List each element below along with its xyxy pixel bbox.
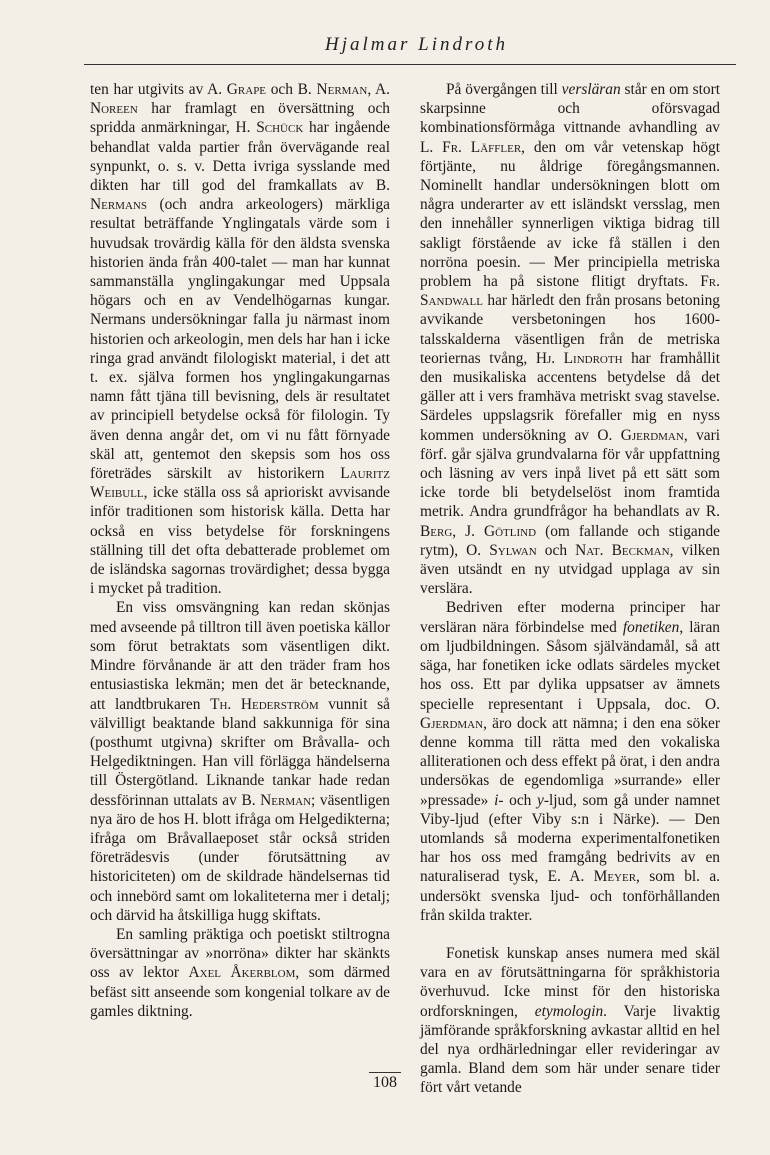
page-number-rule [369, 1072, 401, 1073]
text: . Varje livaktig jämförande språkforskning avkastar alltid en hel del nya ordhärledningar eller revideringar av gamla. Bland dem som här under senare tider fört vårt vetande [420, 1002, 721, 1097]
person-name: Nerman [316, 81, 368, 98]
text: , läran om ljudbildningen. Såsom självändamål, så att säga, har fonetiken icke odlats särdeles mycket hos oss. Ett par dylika uppsatser av ämnets specielle representant i Uppsala, doc. O. [420, 618, 720, 713]
text: vunnit så välvilligt beaktande bland sakkunniga för sina (posthumt utgivna) skrifter om Bråvalla- och Helgediktningen. Han vill förlägga händelserna till Östergötland. Liknande tankar hade redan dessförinnan uttalats av B. [90, 695, 390, 809]
paragraph [90, 925, 390, 1021]
text: En samling präktiga och poetiskt stiltrogna översättningar av »norröna» dikter har skänkts oss av lektor [90, 925, 390, 982]
text: , den om vår vetenskap högt förtjänte, nu åldrige föregångsmannen. Nominellt handlar undersökningen blott om några underarter av ett isländskt versslag, men den innehåller synnerligen viktiga bidrag till sakligt förstående av icke få ställen i den norröna poesin. — Mer principiella metriska problem ha på sistone flitigt dryftats. [420, 138, 720, 291]
person-name: Axel Åkerblom [188, 964, 296, 982]
paragraph [90, 598, 390, 924]
text: och [503, 791, 538, 809]
text: , som därmed befäst sitt anseende som kongenial tolkare av de gamles diktning. [90, 964, 390, 1020]
text: , icke ställa oss så aprioriskt avvisande inför traditionen som historisk källa. Detta har också en viss betydelse för forskningens ställning till det ofta debatterade problemet om de isländska sagornas trovärdighet; dessa bygga i mycket på tradition. [90, 484, 390, 598]
text: har framhållit den musikaliska accentens betydelse då det gäller att i vers framhäva metriskt svag stavelse. Särdeles uppslagsrik förefaller mig en nyss kommen undersökning av O. [420, 349, 720, 444]
paragraph [420, 598, 720, 924]
left-column [90, 80, 390, 1021]
person-name: Berg [420, 522, 453, 540]
text: (om fallande och stigande rytm), O. [420, 522, 720, 559]
text: och [536, 541, 576, 559]
text: och B. [266, 81, 317, 98]
person-name: Fr. Läffler [442, 138, 522, 156]
text: , A. [367, 81, 390, 98]
person-name: Meyer [593, 868, 637, 886]
header-title: Hjalmar Lindroth [325, 34, 508, 55]
person-name: Nat. Beckman [575, 541, 670, 559]
text: , som bl. a. undersökt svenska ljud- och tonförhållanden från skilda trakter. [420, 868, 721, 924]
person-name: Gjerdman [420, 714, 484, 732]
text: Fonetisk kunskap anses numera med skäl vara en av förutsättningarna för språkhistoria överhuvud. Icke minst för den historiska ordforskningen, [420, 944, 720, 1020]
text: ten har utgivits av A. [90, 81, 227, 98]
person-name: Sylwan [489, 541, 537, 559]
text: har ingående behandlat valda partier från övervägande real synpunkt, o. s. v. Detta ivriga sysslande med dikten har till god del framkallats av B. [90, 119, 390, 195]
italic-term: etymologin [534, 1002, 604, 1020]
paragraph [420, 80, 720, 598]
text: Bedriven efter moderna principer har versläran nära förbindelse med [420, 599, 720, 636]
text: -ljud, som gå under namnet Viby-ljud (efter Viby s:n i Närke). — Den utomlands så moderna experimentalfonetiken har hos oss med framgång bedrivits av en naturaliserad tysk, E. A. [420, 791, 720, 886]
text: (och andra arkeologers) märkliga resultat beträffande Ynglingatals värde som i huvudsak trovärdig källa för den äldsta svenska historien ända från 400-talet — man har kunnat sammanställa ynglingakungar med Uppsala högars och en av Vendelhögarnas kungar. Nermans undersökningar falla ju närmast inom historien och arkeologin, men dels har han i icke ringa grad användt filologiskt material, i det att t. ex. själva formen hos ynglingakungarnas namn fått tjäna till bevisning, dels är resultatet av principiell betydelse också för filologin. Ty även denna angår det, om vi nu fått förnyade skäl att, gentemot den skepsis som hos oss företrädes särskilt av historikern [90, 196, 390, 483]
text: ; väsentligen nya äro de hos H. blott ifråga om Helgedikterna; ifråga om Bråvallaeposet står också striden företrädesvis (under förutsättning av historiciteten) om de skildrade händelsernas tid och innebörd samt om lokaliteterna mer i detalj; och därvid ha åtskilliga hugg skiftats. [90, 791, 390, 924]
italic-term: i- [494, 791, 504, 809]
text: står en om stort skarpsinne och oförsvagad kombinationsförmåga vittnande avhandling av L. [420, 81, 720, 156]
person-name: Fr. Sandwall [420, 273, 720, 310]
person-name: Th. Hederström [210, 695, 319, 713]
person-name: Hj. Lindroth [535, 349, 623, 367]
text: , J. [452, 522, 484, 540]
person-name: Grape [226, 81, 267, 98]
person-name: Noreen [90, 100, 138, 118]
italic-term: versläran [561, 81, 621, 98]
person-name: Götlind [483, 522, 537, 540]
person-name: Nerman [260, 791, 312, 809]
person-name: Lauritz Weibull [90, 465, 390, 502]
text: har framlagt en översättning och spridda anmärkningar, H. [90, 100, 390, 137]
right-column [420, 80, 720, 1098]
paragraph [90, 80, 390, 598]
italic-term: fonetiken [622, 618, 680, 636]
running-header [0, 30, 770, 66]
text: har härledt den från prosans betoning avvikande versbetoningen hos 1600-talsskalderna väsentligen från de metriska teoriernas tvång, [420, 292, 720, 367]
text: En viss omsvängning kan redan skönjas med avseende på tilltron till även poetiska källor som förut betraktats som väsentligen dikt. Mindre förvånande är att den träder fram hos entusiastiska lekmän; men det är betecknande, att landtbrukaren [90, 599, 390, 713]
person-name: Nermans [90, 196, 147, 214]
text: , vari förf. går själva grundvalarna för vår uppfattning och läsning av vers inpå livet på ett sätt som icke torde bli betydelselöst inom framtida metrik. Andra grundfrågor ha behandlats av R. [420, 426, 721, 521]
person-name: Gjerdman [620, 426, 684, 444]
text: , vilken även utsändt en ny utvidgad upplaga av sin verslära. [420, 541, 720, 598]
italic-term: y [537, 791, 544, 809]
text: , äro dock att nämna; i den ena söker denne komma till rätta med den vokaliska alliterationen och dess effekt på örat, i den andra undersökas de egendomliga »surrande» eller »pressade» [420, 714, 720, 809]
header-rule [84, 64, 736, 65]
person-name: Schück [256, 119, 304, 137]
page-number: 108 [373, 1074, 397, 1091]
text: På övergången till [446, 81, 562, 98]
